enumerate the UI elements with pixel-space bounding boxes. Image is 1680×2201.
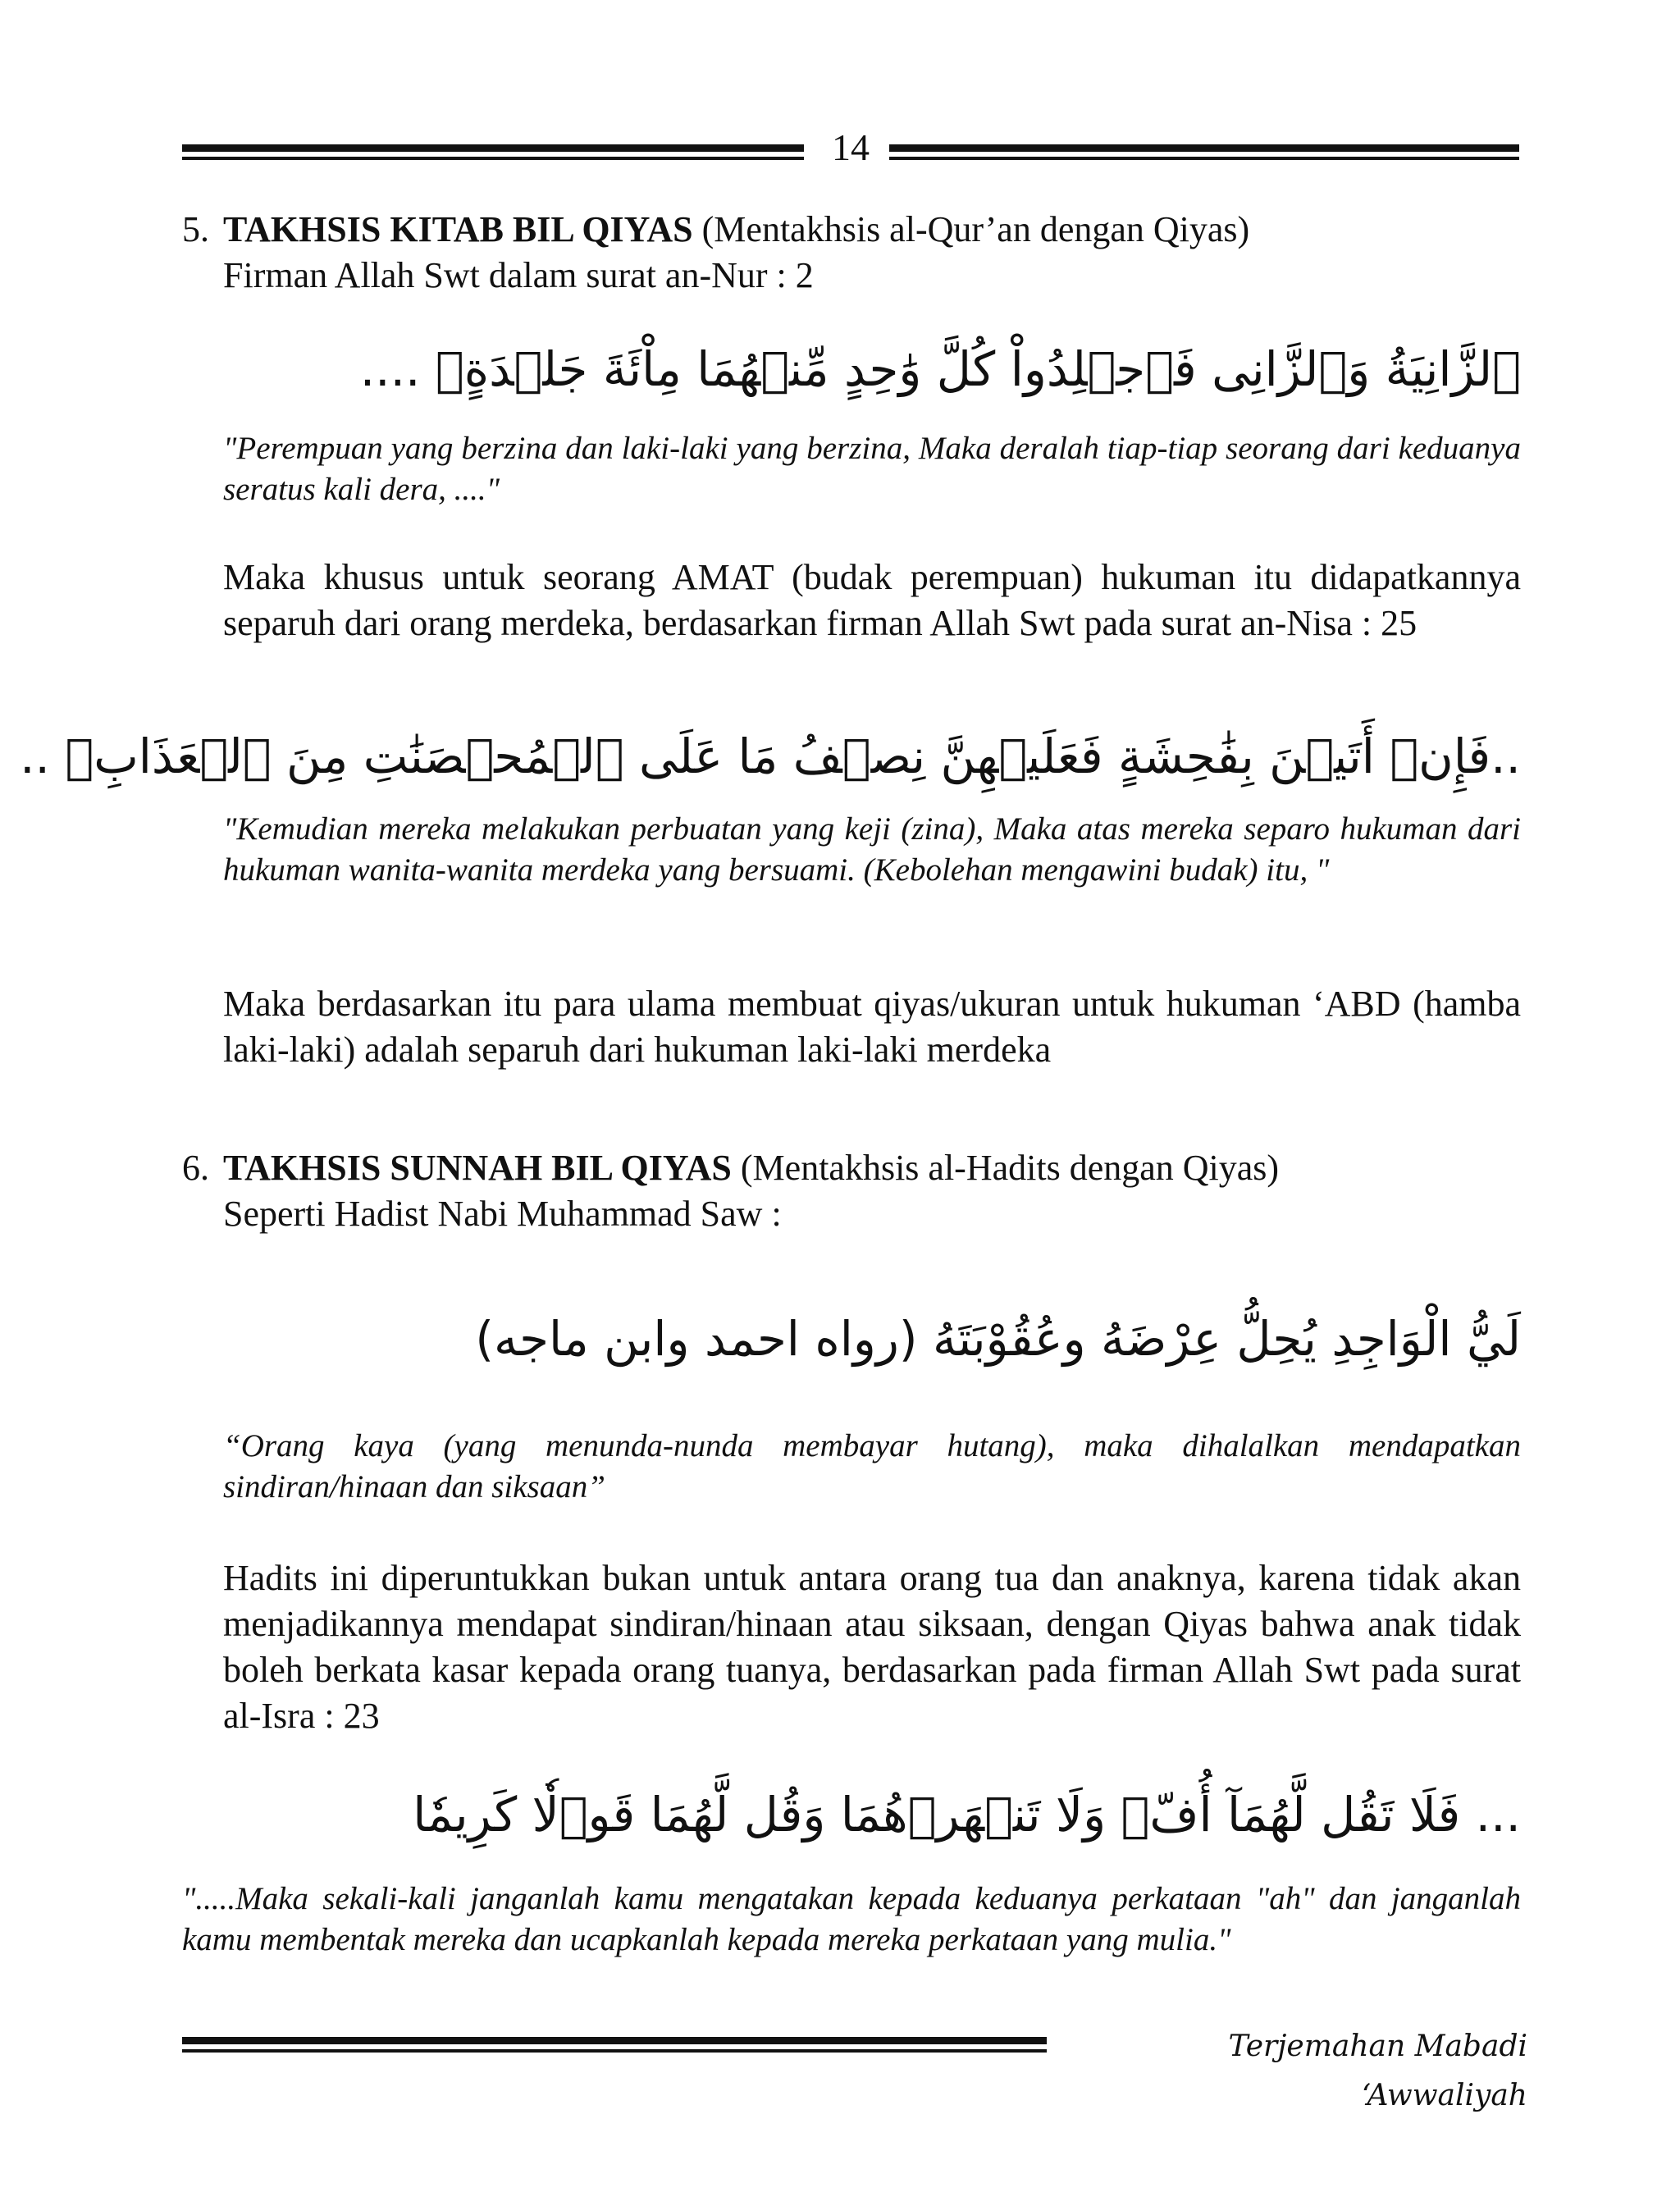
hadith-translation: “Orang kaya (yang menunda-nunda membayar hutang), maka dihalalkan mendapatkan sindiran/hinaan dan siksaan” (223, 1428, 1521, 1505)
section-6-paragraph-1: Hadits ini diperuntukkan bukan untuk antara orang tua dan anaknya, karena tidak akan menjadikannya mendapat sindiran/hinaan atau siksaan, dengan Qiyas bahwa anak tidak boleh berkata kasar kepada orang tuanya, berdasarkan pada firman Allah Swt pada surat al-Isra : 23 (223, 1558, 1521, 1736)
section-5-heading (182, 207, 1249, 253)
section-5-subtitle: (Mentakhsis al-Qur’an dengan Qiyas) (692, 209, 1250, 249)
verse-al-isra-23-translation: ".....Maka sekali-kali janganlah kamu mengatakan kepada keduanya perkataan "ah" dan janganlah kamu membentak mereka dan ucapkanlah kepada mereka perkataan yang mulia." (182, 1881, 1521, 1957)
verse-an-nur-2-translation: "Perempuan yang berzina dan laki-laki yang berzina, Maka deralah tiap-tiap seorang dari keduanya seratus kali dera, ...." (223, 431, 1521, 507)
section-5-paragraph-1: Maka khusus untuk seorang AMAT (budak perempuan) hukuman itu didapatkannya separuh dari orang merdeka, berdasarkan firman Allah Swt pada surat an-Nisa : 25 (223, 557, 1521, 643)
page-header (182, 126, 1519, 179)
section-5-paragraph-2: Maka berdasarkan itu para ulama membuat qiyas/ukuran untuk hukuman ‘ABD (hamba laki-laki) adalah separuh dari hukuman laki-laki merdeka (223, 984, 1521, 1070)
verse-an-nisa-25-translation: "Kemudian mereka melakukan perbuatan yang keji (zina), Maka atas mereka separo hukuman dari hukuman wanita-wanita merdeka yang bersuami. (Kebolehan mengawini budak) itu, " (223, 811, 1521, 888)
section-5-number: 5. (182, 209, 209, 249)
section-6-subtitle: (Mentakhsis al-Hadits dengan Qiyas) (731, 1148, 1280, 1188)
section-6-title: TAKHSIS SUNNAH BIL QIYAS (223, 1148, 732, 1188)
section-6-intro: Seperti Hadist Nabi Muhammad Saw : (223, 1194, 782, 1234)
page-footer (182, 2022, 1527, 2112)
section-6-number: 6. (182, 1148, 209, 1188)
hadith-arabic: لَيُّ الْوَاجِدِ يُحِلُّ عِرْضَهُ وعُقُوْبَتَهُ (رواه احمد وابن ماجه) (475, 1311, 1521, 1367)
section-5-intro: Firman Allah Swt dalam surat an-Nur : 2 (223, 255, 814, 295)
verse-an-nisa-25-arabic: ..فَإِنۡ أَتَيۡنَ بِفَٰحِشَةٍ فَعَلَيۡهِنَّ نِصۡفُ مَا عَلَى ٱلۡمُحۡصَنَٰتِ مِنَ ٱلۡعَذَابِۚ .. (20, 728, 1521, 784)
header-rule-right (889, 144, 1519, 162)
verse-an-nur-2-arabic: ٱلزَّانِيَةُ وَٱلزَّانِى فَٱجۡلِدُواْ كُلَّ وَٰحِدٍ مِّنۡهُمَا مِاْئَةَ جَلۡدَةٍۖ .... (359, 341, 1521, 397)
header-rule-left (182, 144, 804, 162)
footer-rule (182, 2037, 1047, 2055)
verse-al-isra-23-arabic: ... فَلَا تَقُل لَّهُمَآ أُفّٖ وَلَا تَنۡهَرۡهُمَا وَقُل لَّهُمَا قَوۡلٗا كَرِيمٗا (413, 1787, 1521, 1843)
section-5-title: TAKHSIS KITAB BIL QIYAS (223, 209, 693, 249)
footer-book-title: Terjemahan Mabadi ‘Awwaliyah (1228, 2030, 1527, 2112)
page-number: 14 (832, 126, 870, 168)
section-6-heading (182, 1145, 1279, 1191)
